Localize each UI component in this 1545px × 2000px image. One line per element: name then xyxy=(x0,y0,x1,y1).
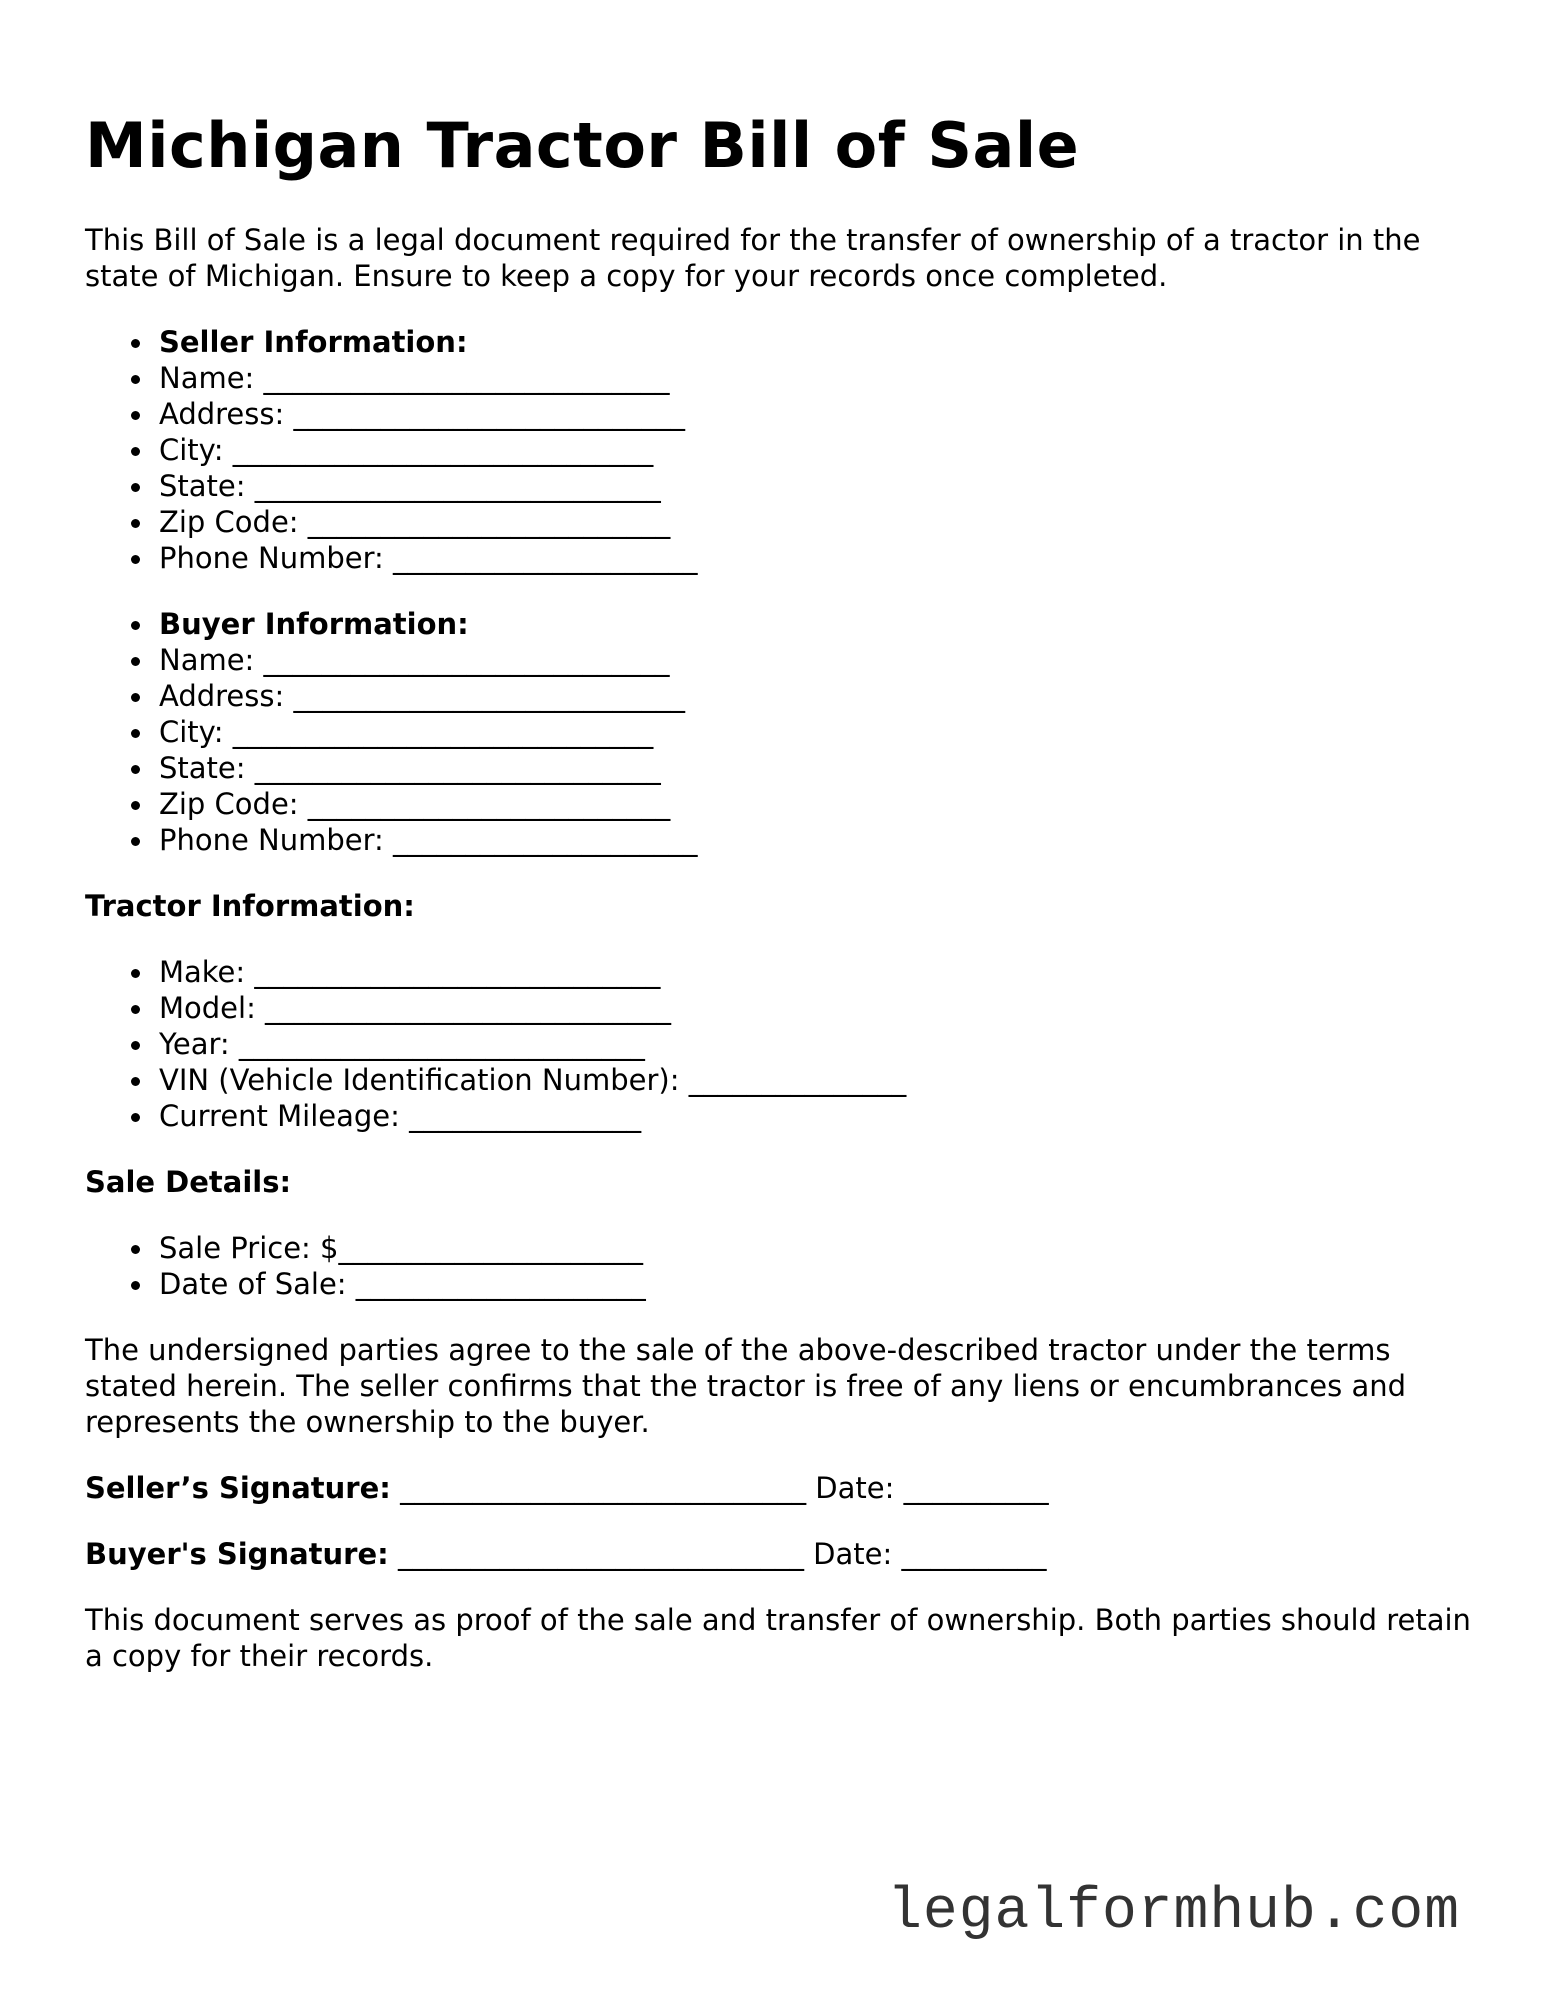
buyer-address-field: Address: ___________________________ xyxy=(159,678,1475,714)
seller-phone-field: Phone Number: _____________________ xyxy=(159,540,1475,576)
tractor-year-field: Year: ____________________________ xyxy=(159,1026,1475,1062)
tractor-vin-field: VIN (Vehicle Identification Number): _______________ xyxy=(159,1062,1475,1098)
sale-details-list xyxy=(85,1230,1475,1302)
tractor-make-field: Make: ____________________________ xyxy=(159,954,1475,990)
buyer-signature-line xyxy=(85,1536,1475,1572)
sale-date-field: Date of Sale: ____________________ xyxy=(159,1266,1475,1302)
buyer-zip-field: Zip Code: _________________________ xyxy=(159,786,1475,822)
buyer-phone-field: Phone Number: _____________________ xyxy=(159,822,1475,858)
agreement-paragraph: The undersigned parties agree to the sale of the above-described tractor under the terms stated herein. The seller confirms that the tractor is free of any liens or encumbrances and represents the ownership to the buyer. xyxy=(85,1333,1407,1439)
seller-signature-blanks: ____________________________ Date: __________ xyxy=(390,1471,1049,1505)
buyer-signature-blanks: ____________________________ Date: __________ xyxy=(388,1537,1047,1571)
sale-price-field: Sale Price: $_____________________ xyxy=(159,1230,1475,1266)
closing-paragraph: This document serves as proof of the sale and transfer of ownership. Both parties should retain a copy for their records. xyxy=(85,1603,1471,1673)
tractor-mileage-field: Current Mileage: ________________ xyxy=(159,1098,1475,1134)
intro-paragraph: This Bill of Sale is a legal document required for the transfer of ownership of a tractor in the state of Michigan. Ensure to keep a copy for your records once completed. xyxy=(85,223,1421,293)
seller-city-field: City: _____________________________ xyxy=(159,432,1475,468)
document-page xyxy=(85,0,1475,1674)
buyer-signature-label: Buyer's Signature: xyxy=(85,1537,389,1571)
seller-name-field: Name: ____________________________ xyxy=(159,360,1475,396)
sale-details-heading: Sale Details: xyxy=(85,1165,292,1199)
seller-address-field: Address: ___________________________ xyxy=(159,396,1475,432)
buyer-information-heading: Buyer Information: xyxy=(159,606,1475,642)
buyer-state-field: State: ____________________________ xyxy=(159,750,1475,786)
document-title: Michigan Tractor Bill of Sale xyxy=(85,109,1080,182)
tractor-model-field: Model: ____________________________ xyxy=(159,990,1475,1026)
watermark-text: legalformhub.com xyxy=(887,1880,1460,1945)
tractor-information-list xyxy=(85,954,1475,1134)
seller-signature-line xyxy=(85,1470,1475,1506)
buyer-information-list xyxy=(85,606,1475,858)
buyer-city-field: City: _____________________________ xyxy=(159,714,1475,750)
seller-information-list xyxy=(85,324,1475,576)
seller-information-heading: Seller Information: xyxy=(159,324,1475,360)
seller-signature-label: Seller’s Signature: xyxy=(85,1471,391,1505)
buyer-name-field: Name: ____________________________ xyxy=(159,642,1475,678)
seller-state-field: State: ____________________________ xyxy=(159,468,1475,504)
seller-zip-field: Zip Code: _________________________ xyxy=(159,504,1475,540)
tractor-information-heading: Tractor Information: xyxy=(85,889,415,923)
